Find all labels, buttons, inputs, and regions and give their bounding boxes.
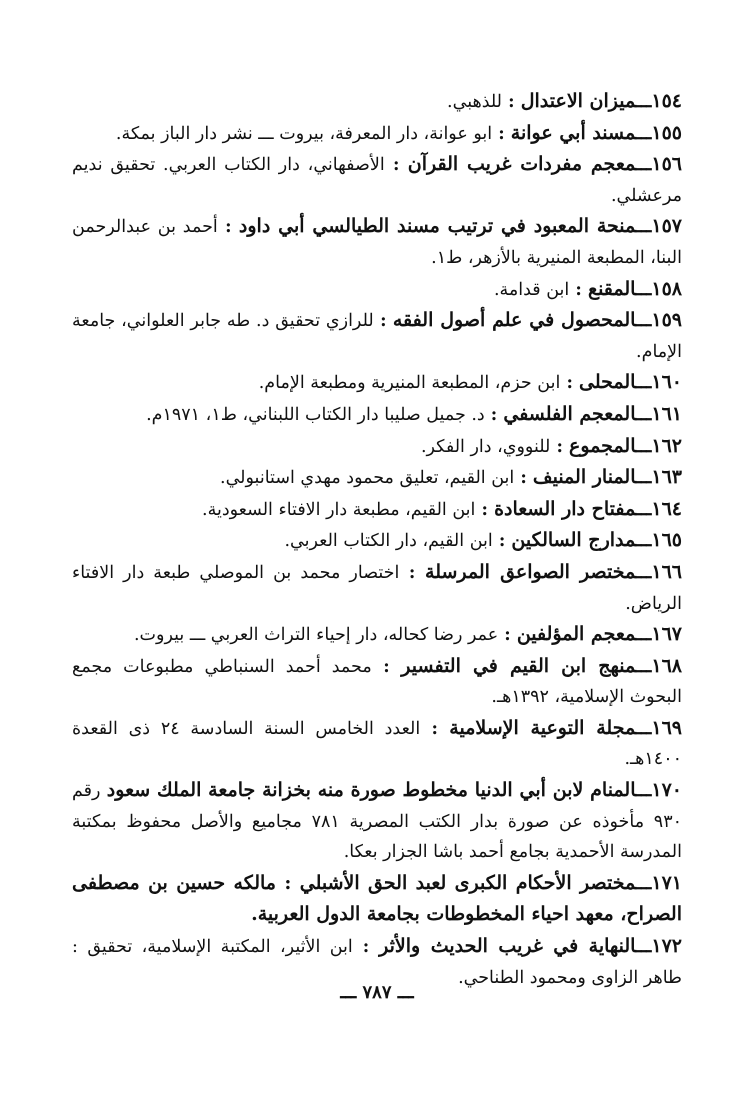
entry-title: المقنع [587, 277, 636, 300]
entry-separator: : [371, 656, 402, 677]
entry-dash: ـــ [635, 873, 652, 894]
entry-dash: ـــ [635, 373, 652, 394]
bibliography-entry [72, 274, 682, 306]
entry-title: منهج ابن القيم في التفسير [401, 654, 636, 677]
entry-detail: للذهبي. [447, 92, 503, 112]
bibliography-entry [72, 86, 682, 118]
entry-dash: ـــ [635, 155, 652, 176]
bibliography-entry [72, 399, 682, 431]
entry-number: ١٥٦ [651, 153, 682, 176]
entry-separator: : [373, 311, 393, 332]
entry-separator: : [399, 562, 426, 583]
entry-title: المحلى [579, 371, 636, 394]
entry-title: مختصر الأحكام الكبرى لعبد الحق الأشبلي : مالكه حسين بن مصطفى الصراح، معهد احياء المخطوطات بجامعة الدول العربية. [72, 871, 682, 926]
entry-separator: : [514, 468, 533, 489]
entry-detail: أحمد بن عبدالرحمن البنا، المطبعة المنيرية بالأزهر، ط١. [72, 217, 682, 268]
entry-dash: ـــ [635, 625, 652, 646]
bibliography-entry [72, 118, 682, 150]
bibliography-entry [72, 367, 682, 399]
entry-separator: : [492, 123, 511, 144]
entry-dash: ـــ [635, 468, 652, 489]
entry-detail: ابن القيم، مطبعة دار الافتاء السعودية. [202, 499, 476, 520]
entry-detail: ابن قدامة. [493, 279, 570, 300]
entry-separator: : [475, 499, 495, 520]
entry-title: معجم مفردات غريب القرآن [407, 153, 636, 176]
entry-number: ١٥٥ [651, 121, 682, 144]
entry-dash: ـــ [635, 562, 652, 583]
entry-detail: للنووي، دار الفكر. [420, 436, 551, 457]
entry-separator: : [492, 531, 512, 552]
entry-title: مجلة التوعية الإسلامية [449, 716, 636, 739]
entry-dash: ـــ [636, 217, 652, 238]
entry-title: ميزان الاعتدال [520, 90, 636, 112]
bibliography-entry [72, 525, 682, 557]
bibliography-entry [72, 868, 682, 931]
entry-number: ١٦٦ [651, 560, 682, 583]
entry-dash: ـــ [635, 436, 652, 457]
entry-number: ١٥٩ [651, 309, 682, 332]
entry-dash: ـــ [635, 92, 652, 112]
entry-number: ١٦٣ [651, 466, 682, 489]
entry-dash: ـــ [636, 781, 652, 802]
entry-detail: للرازي تحقيق د. طه جابر العلواني، جامعة الإمام. [72, 311, 682, 362]
entry-separator: : [550, 436, 570, 457]
entry-number: ١٦٧ [651, 623, 682, 646]
entry-title: مفتاح دار السعادة [494, 497, 636, 520]
entry-number: ١٥٤ [651, 90, 682, 112]
bibliography-list [72, 86, 682, 993]
entry-number: ١٥٧ [651, 215, 683, 238]
bibliography-entry [72, 713, 682, 775]
entry-title: المنام لابن أبي الدنيا مخطوط صورة منه بخزانة جامعة الملك سعود [106, 779, 636, 802]
entry-number: ١٧٠ [651, 779, 683, 802]
bibliography-entry [72, 494, 682, 526]
entry-dash: ـــ [635, 499, 652, 520]
bibliography-entry [72, 431, 682, 463]
entry-title: منحة المعبود في ترتيب مسند الطيالسي أبي داود [238, 215, 636, 238]
entry-dash: ـــ [635, 311, 652, 332]
entry-number: ١٦٢ [651, 434, 682, 457]
bibliography-entry [72, 557, 682, 619]
bibliography-entry [72, 619, 682, 651]
entry-separator: : [560, 373, 580, 394]
entry-number: ١٦١ [651, 402, 682, 425]
entry-separator: : [384, 155, 408, 176]
bibliography-entry [72, 211, 682, 273]
entry-separator: : [498, 625, 517, 646]
bibliography-entry [72, 775, 682, 868]
entry-dash: ـــ [635, 279, 652, 300]
entry-detail: الأصفهاني، دار الكتاب العربي. تحقيق نديم مرعشلي. [72, 155, 682, 206]
entry-number: ١٦٤ [651, 497, 682, 520]
entry-detail: د. جميل صليبا دار الكتاب اللبناني، ط١، ١٩٧١م. [146, 404, 485, 425]
entry-separator: : [217, 217, 239, 238]
entry-title: المعجم الفلسفي [503, 402, 636, 425]
entry-dash: ـــ [635, 656, 652, 677]
entry-separator: : [502, 92, 521, 112]
entry-title: المجموع [569, 434, 636, 457]
bibliography-entry [72, 462, 682, 494]
entry-number: ١٥٨ [651, 277, 682, 300]
entry-detail: اختصار محمد بن الموصلي طبعة دار الافتاء الرياض. [72, 562, 682, 614]
bibliography-entry [72, 651, 682, 713]
entry-number: ١٦٨ [651, 654, 682, 677]
entry-detail: ابن الأثير، المكتبة الإسلامية، تحقيق : طاهر الزاوى ومحمود الطناحي. [72, 937, 682, 988]
entry-detail: عمر رضا كحاله، دار إحياء التراث العربي ـــ بيروت. [133, 625, 499, 646]
entry-dash: ـــ [635, 937, 652, 958]
entry-separator: : [352, 937, 380, 958]
entry-dash: ـــ [635, 531, 652, 552]
entry-number: ١٦٥ [651, 529, 682, 552]
entry-separator: : [420, 718, 450, 739]
entry-detail: ابن القيم، تعليق محمود مهدي استانبولي. [220, 468, 515, 489]
entry-detail: ابن القيم، دار الكتاب العربي. [284, 531, 493, 552]
entry-title: النهاية في غريب الحديث والأثر [379, 935, 636, 958]
entry-number: ١٧١ [651, 871, 682, 894]
entry-title: معجم المؤلفين [516, 623, 636, 646]
entry-title: مختصر الصواعق المرسلة [425, 560, 636, 583]
entry-number: ١٧٢ [651, 935, 682, 958]
entry-detail: ابو عوانة، دار المعرفة، بيروت ـــ نشر دار الباز بمكة. [115, 123, 493, 144]
entry-separator: : [484, 404, 504, 425]
bibliography-entry [72, 149, 682, 211]
entry-title: مدارج السالكين [511, 529, 636, 552]
bibliography-entry [72, 305, 682, 367]
entry-dash: ـــ [635, 123, 652, 144]
entry-detail: ابن حزم، المطبعة المنيرية ومطبعة الإمام. [258, 373, 561, 394]
entry-separator: : [569, 279, 588, 300]
entry-detail: العدد الخامس السنة السادسة ٢٤ ذى القعدة ١٤٠٠هـ. [72, 718, 682, 770]
entry-title: مسند أبي عوانة [510, 121, 636, 144]
page-number: ـــ ٧٨٧ ـــ [340, 982, 414, 1003]
entry-detail: محمد أحمد السنباطي مطبوعات مجمع البحوث الإسلامية، ١٣٩٢هـ. [72, 656, 682, 708]
entry-title: المنار المنيف [532, 466, 636, 489]
entry-dash: ـــ [635, 718, 652, 739]
entry-number: ١٦٩ [651, 716, 682, 739]
entry-number: ١٦٠ [651, 371, 682, 394]
entry-detail: رقم ٩٣٠ مأخوذه عن صورة بدار الكتب المصرية ٧٨١ مجاميع والأصل محفوظ بمكتبة المدرسة الأحمدية بجامع أحمد باشا الجزار بعكا. [72, 781, 682, 863]
entry-dash: ـــ [635, 404, 652, 425]
entry-title: المحصول في علم أصول الفقه [392, 309, 636, 332]
